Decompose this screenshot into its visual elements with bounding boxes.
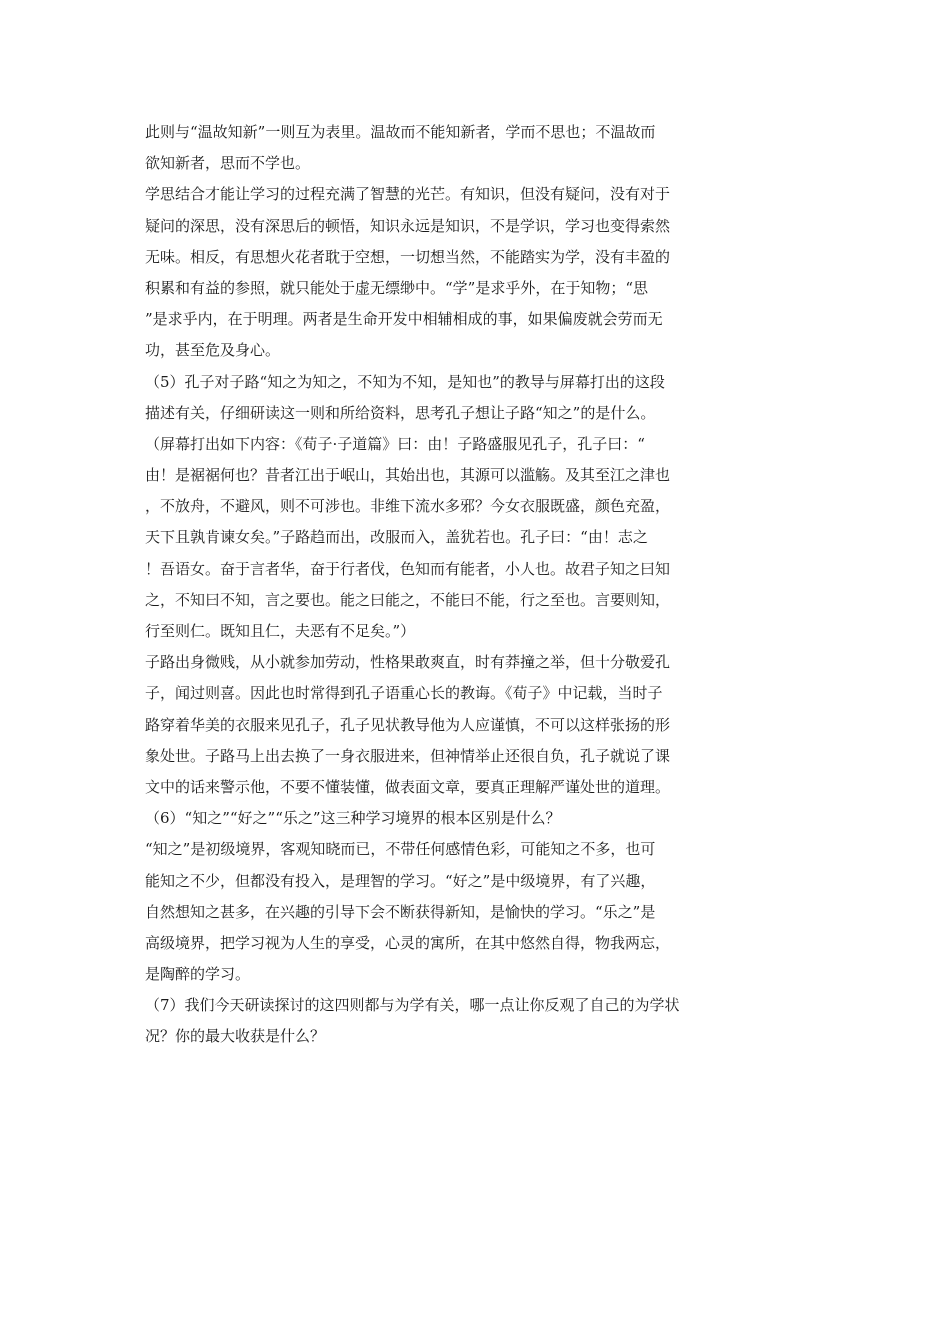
quoted-material-line: （屏幕打出如下内容：《荀子·子道篇》曰：由！子路盛服见孔子，孔子曰：“ [145,434,645,453]
text-line: 路穿着华美的衣服来见孔子，孔子见状教导他为人应谨慎，不可以这样张扬的形 [145,715,671,734]
text-line: 是陶醉的学习。 [145,965,251,984]
text-line: 欲知新者，思而不学也。 [145,154,311,173]
quoted-material-line: ！吾语女。奋于言者华，奋于行者伐，色知而有能者，小人也。故君子知之曰知 [145,559,671,578]
text-line: 能知之不少，但都没有投入，是理智的学习。“好之”是中级境界，有了兴趣， [145,871,656,890]
text-line: 子路出身微贱，从小就参加劳动，性格果敢爽直，时有莽撞之举，但十分敬爱孔 [145,653,671,672]
text-line: 文中的话来警示他，不要不懂装懂，做表面文章，要真正理解严谨处世的道理。 [145,777,671,796]
text-line: 功，甚至危及身心。 [145,341,281,360]
text-line: 高级境界，把学习视为人生的享受，心灵的寓所，在其中悠然自得，物我两忘， [145,933,671,952]
question-6-line: （6）“知之”“好之”“乐之”这三种学习境界的根本区别是什么？ [145,809,561,828]
text-line: 无味。相反，有思想火花者耽于空想，一切想当然，不能踏实为学，没有丰盈的 [145,247,671,266]
quoted-material-line: 天下且孰肯谏女矣。”子路趋而出，改服而入，盖犹若也。孔子曰：“由！志之 [145,528,648,547]
question-7-line: （7）我们今天研读探讨的这四则都与为学有关，哪一点让你反观了自己的为学状 [145,996,680,1015]
text-line: 此则与“温故知新”一则互为表里。温故而不能知新者，学而不思也；不温故而 [145,123,656,141]
quoted-material-line: ，不放舟，不避风，则不可涉也。非维下流水多邪？今女衣服既盛，颜色充盈， [145,497,671,516]
text-line: 疑问的深思，没有深思后的顿悟，知识永远是知识，不是学识，学习也变得索然 [145,216,671,235]
quoted-material-line: 由！是裾裾何也？昔者江出于岷山，其始出也，其源可以滥觞。及其至江之津也 [145,466,671,485]
text-line: “知之”是初级境界，客观知晓而已，不带任何感情色彩，可能知之不多，也可 [145,840,656,859]
document-body [145,117,785,1053]
text-line: 子，闻过则喜。因此也时常得到孔子语重心长的教诲。《荀子》中记载，当时子 [145,684,663,703]
quoted-material-line: 之，不知曰不知，言之要也。能之曰能之，不能曰不能，行之至也。言要则知， [145,590,671,609]
text-line: 象处世。子路马上出去换了一身衣服进来，但神情举止还很自负，孔子就说了课 [145,746,671,765]
question-5-line: （5）孔子对子路“知之为知之，不知为不知，是知也”的教导与屏幕打出的这段 [145,372,665,391]
text-line: ”是求乎内，在于明理。两者是生命开发中相辅相成的事，如果偏废就会劳而无 [145,310,663,329]
text-line: 积累和有益的参照，就只能处于虚无缥缈中。“学”是求乎外，在于知物；“思 [145,278,649,297]
text-line: 学思结合才能让学习的过程充满了智慧的光芒。有知识，但没有疑问，没有对于 [145,185,671,204]
text-line: 自然想知之甚多，在兴趣的引导下会不断获得新知，是愉快的学习。“乐之”是 [145,902,656,921]
quoted-material-line: 行至则仁。既知且仁，夫恶有不足矣。”） [145,622,416,640]
text-line: 描述有关，仔细研读这一则和所给资料，思考孔子想让子路“知之”的是什么。 [145,403,656,422]
text-line: 况？你的最大收获是什么？ [145,1027,326,1046]
